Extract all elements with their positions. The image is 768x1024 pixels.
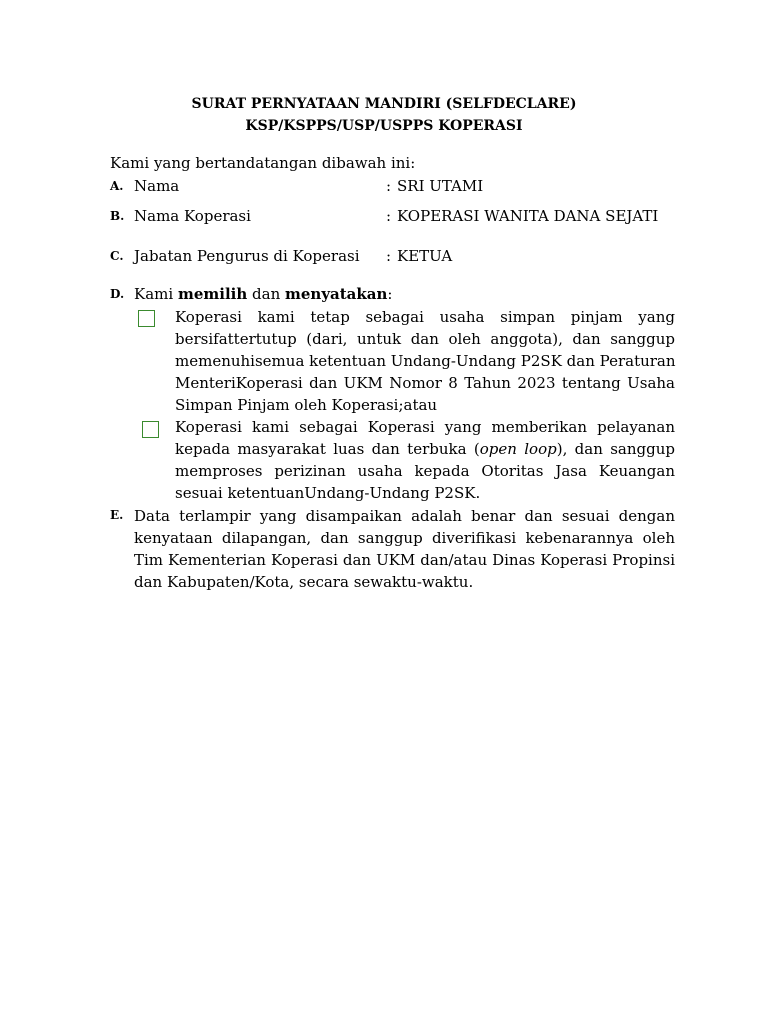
field-position-label: Jabatan Pengurus di Koperasi <box>134 247 360 265</box>
option2-line2-pre: kepada masyarakat luas dan terbuka ( <box>175 440 480 458</box>
option1-line: Koperasi kami tetap sebagai usaha simpan pinjam yang <box>175 308 675 326</box>
field-position-colon: : <box>386 247 392 265</box>
option1-line: MenteriKoperasi dan UKM Nomor 8 Tahun 2023 tentang Usaha <box>175 374 675 392</box>
section-d-suffix: : <box>387 285 393 303</box>
field-b-letter: B. <box>110 209 125 223</box>
option1-line: Simpan Pinjam oleh Koperasi;atau <box>175 396 438 414</box>
section-e-letter: E. <box>110 508 124 522</box>
option1-line: memenuhisemua ketentuan Undang-Undang P2SK dan Peraturan <box>175 352 676 370</box>
document-title: SURAT PERNYATAAN MANDIRI (SELFDECLARE) <box>191 96 577 112</box>
document-subtitle: KSP/KSPPS/USP/USPPS KOPERASI <box>245 118 523 134</box>
section-e-line: Tim Kementerian Koperasi dan UKM dan/atau Dinas Koperasi Propinsi <box>134 551 675 569</box>
section-d-bold-declare: menyatakan <box>285 285 388 303</box>
option2-line: memproses perizinan usaha kepada Otoritas Jasa Keuangan <box>175 462 675 480</box>
field-name-colon: : <box>386 177 392 195</box>
section-e-text <box>134 505 675 593</box>
intro-text: Kami yang bertandatangan dibawah ini: <box>110 154 416 172</box>
option2-line: Koperasi kami sebagai Koperasi yang memberikan pelayanan <box>175 418 675 436</box>
field-cooperative-colon: : <box>386 207 392 225</box>
option2-open-loop-term: open loop <box>479 440 557 458</box>
option1-checkbox[interactable] <box>138 310 155 327</box>
option1-line: bersifattertutup (dari, untuk dan oleh anggota), dan sanggup <box>175 330 675 348</box>
option2-checkbox[interactable] <box>142 421 159 438</box>
field-a-letter: A. <box>110 179 124 193</box>
section-d-bold-choose: memilih <box>177 285 248 303</box>
section-e-line: Data terlampir yang disampaikan adalah benar dan sesuai dengan <box>134 507 675 525</box>
section-e-line: dan Kabupaten/Kota, secara sewaktu-waktu. <box>134 573 474 591</box>
section-d-letter: D. <box>110 287 125 301</box>
field-position-value: KETUA <box>397 247 453 265</box>
field-cooperative-value: KOPERASI WANITA DANA SEJATI <box>397 207 659 225</box>
option2-line: sesuai ketentuanUndang-Undang P2SK. <box>175 484 481 502</box>
option2-text <box>175 416 675 504</box>
option2-line2-post: ), dan sanggup <box>556 440 675 458</box>
option2-line-open-loop <box>175 438 675 460</box>
section-d-middle: dan <box>247 285 285 303</box>
section-e-line: kenyataan dilapangan, dan sanggup diverifikasi kebenarannya oleh <box>134 529 675 547</box>
field-c-letter: C. <box>110 249 124 263</box>
section-d-heading <box>134 284 392 304</box>
field-name-value: SRI UTAMI <box>397 177 484 195</box>
field-cooperative-label: Nama Koperasi <box>134 207 251 225</box>
section-d-prefix: Kami <box>134 285 178 303</box>
option1-text <box>175 306 675 416</box>
field-name-label: Nama <box>134 177 180 195</box>
